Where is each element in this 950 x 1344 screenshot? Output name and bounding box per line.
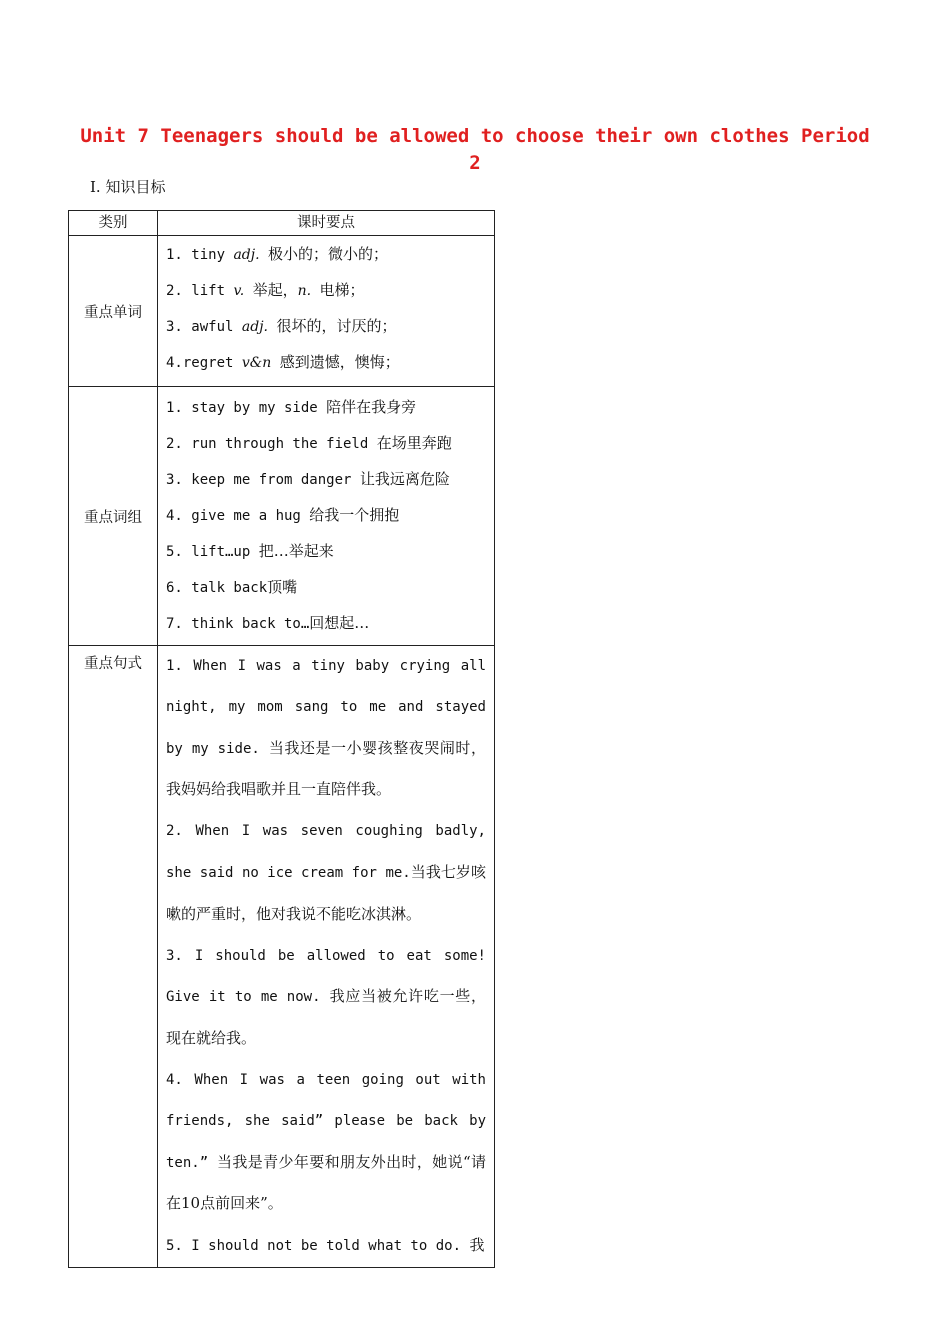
category-cell: 重点词组 xyxy=(69,387,158,646)
list-item: 4.regret v&n 感到遗憾，懊悔； xyxy=(166,353,400,371)
points-cell xyxy=(158,387,495,646)
list-item: 5. lift…up 把…举起来 xyxy=(166,542,334,560)
table-row xyxy=(69,387,495,646)
table-row xyxy=(69,236,495,387)
table-header-row xyxy=(69,211,495,236)
header-points: 课时要点 xyxy=(158,211,495,236)
category-cell: 重点句式 xyxy=(69,646,158,1268)
document-title: Unit 7 Teenagers should be allowed to choose their own clothes Period 2 xyxy=(80,125,870,174)
list-item: 1. stay by my side 陪伴在我身旁 xyxy=(166,398,417,416)
sentence-item: 5. I should not be told what to do. 我 xyxy=(166,1236,485,1255)
list-item: 7. think back to…回想起… xyxy=(166,614,370,632)
list-item: 2. run through the field 在场里奔跑 xyxy=(166,434,452,452)
table-row xyxy=(69,646,495,1268)
points-cell xyxy=(158,236,495,387)
sentence-item: 1. When I was a tiny baby crying all night, my mom sang to me and stayed by my side. 当我还是一小婴孩整夜哭闹时，我妈妈给我唱歌并且一直陪伴我。 xyxy=(166,658,486,799)
list-item: 2. lift v. 举起，n. 电梯； xyxy=(166,281,365,299)
list-item: 3. awful adj. 很坏的，讨厌的； xyxy=(166,317,397,335)
list-item: 4. give me a hug 给我一个拥抱 xyxy=(166,506,400,524)
list-item: 1. tiny adj. 极小的；微小的； xyxy=(166,245,389,263)
points-cell xyxy=(158,646,495,1268)
category-cell: 重点单词 xyxy=(69,236,158,387)
section-heading: I. 知识目标 xyxy=(90,178,166,196)
sentence-item: 4. When I was a teen going out with friends, she said” please be back by ten.” 当我是青少年要和朋友外出时，她说“请在10点前回来”。 xyxy=(166,1071,486,1213)
header-category: 类别 xyxy=(69,211,158,236)
sentence-item: 3. I should be allowed to eat some! Give it to me now. 我应当被允许吃一些，现在就给我。 xyxy=(166,947,486,1048)
list-item: 6. talk back顶嘴 xyxy=(166,578,298,596)
knowledge-table xyxy=(68,210,495,1268)
sentence-item: 2. When I was seven coughing badly, she said no ice cream for me.当我七岁咳嗽的严重时，他对我说不能吃冰淇淋。 xyxy=(166,823,486,923)
list-item: 3. keep me from danger 让我远离危险 xyxy=(166,470,450,488)
